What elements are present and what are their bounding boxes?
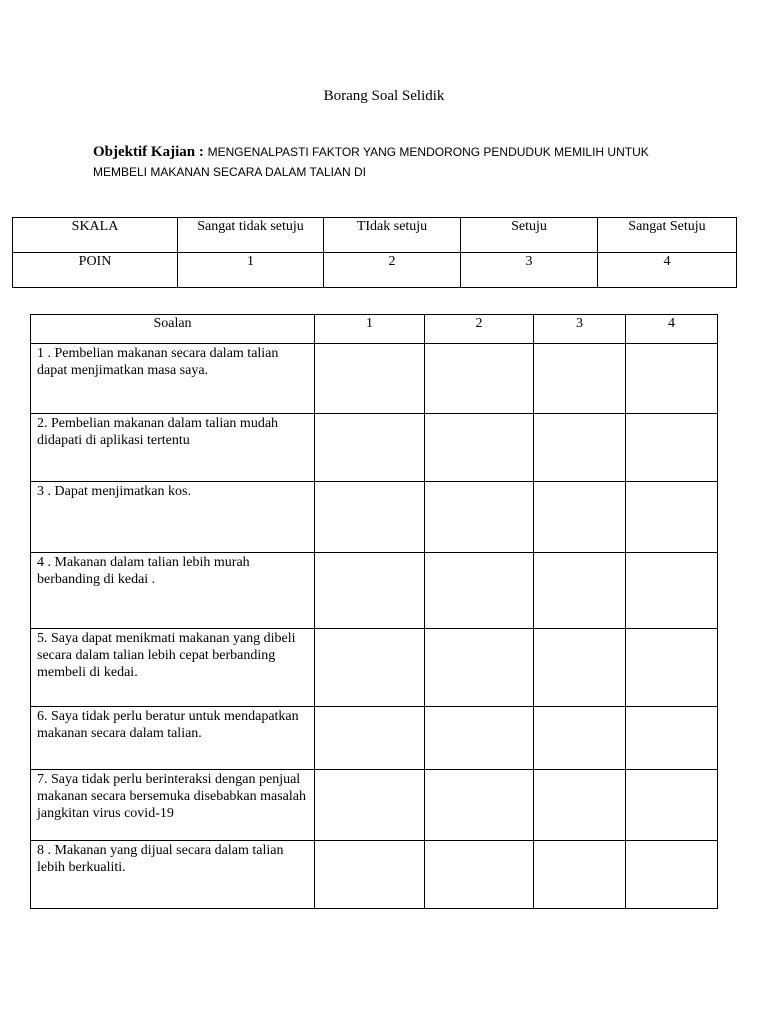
- answer-cell[interactable]: [315, 841, 425, 909]
- answer-cell[interactable]: [315, 553, 425, 629]
- scale-point-cell: 1: [178, 253, 324, 288]
- question-text: 3 . Dapat menjimatkan kos.: [31, 482, 315, 553]
- answer-cell[interactable]: [626, 707, 718, 770]
- answer-cell[interactable]: [534, 707, 626, 770]
- answer-cell[interactable]: [534, 482, 626, 553]
- question-header-cell: 1: [315, 315, 425, 344]
- question-row: [31, 770, 718, 841]
- answer-cell[interactable]: [534, 344, 626, 414]
- question-header-row: [31, 315, 718, 344]
- answer-cell[interactable]: [425, 553, 534, 629]
- answer-cell[interactable]: [534, 841, 626, 909]
- question-row: [31, 553, 718, 629]
- scale-header-cell: Sangat tidak setuju: [178, 218, 324, 253]
- answer-cell[interactable]: [626, 841, 718, 909]
- question-row: [31, 482, 718, 553]
- scale-header-cell: SKALA: [13, 218, 178, 253]
- answer-cell[interactable]: [315, 482, 425, 553]
- scale-points-row: [13, 253, 737, 288]
- page-title: Borang Soal Selidik: [323, 88, 445, 104]
- answer-cell[interactable]: [315, 414, 425, 482]
- answer-cell[interactable]: [626, 629, 718, 707]
- question-row: [31, 344, 718, 414]
- answer-cell[interactable]: [626, 344, 718, 414]
- answer-cell[interactable]: [626, 770, 718, 841]
- question-row: [31, 707, 718, 770]
- answer-cell[interactable]: [534, 553, 626, 629]
- question-text: 4 . Makanan dalam talian lebih murah berbanding di kedai .: [31, 553, 315, 629]
- question-row: [31, 841, 718, 909]
- question-header-cell: 2: [425, 315, 534, 344]
- answer-cell[interactable]: [425, 841, 534, 909]
- question-text: 5. Saya dapat menikmati makanan yang dibeli secara dalam talian lebih cepat berbanding membeli di kedai.: [31, 629, 315, 707]
- answer-cell[interactable]: [626, 553, 718, 629]
- answer-cell[interactable]: [315, 629, 425, 707]
- question-header-cell: 3: [534, 315, 626, 344]
- question-text: 2. Pembelian makanan dalam talian mudah didapati di aplikasi tertentu: [31, 414, 315, 482]
- question-header-cell: 4: [626, 315, 718, 344]
- answer-cell[interactable]: [315, 707, 425, 770]
- answer-cell[interactable]: [534, 414, 626, 482]
- question-row: [31, 414, 718, 482]
- answer-cell[interactable]: [425, 344, 534, 414]
- question-text: 6. Saya tidak perlu beratur untuk mendapatkan makanan secara dalam talian.: [31, 707, 315, 770]
- scale-header-cell: Sangat Setuju: [598, 218, 737, 253]
- question-table: [30, 314, 718, 909]
- answer-cell[interactable]: [534, 629, 626, 707]
- objective-paragraph: [93, 142, 693, 182]
- answer-cell[interactable]: [425, 414, 534, 482]
- scale-header-row: [13, 218, 737, 253]
- objective-label: Objektif Kajian :: [93, 144, 208, 160]
- scale-point-cell: POIN: [13, 253, 178, 288]
- objective-text: MENGENALPASTI FAKTOR YANG MENDORONG PENDUDUK MEMILIH UNTUK MEMBELI MAKANAN SECARA DALAM TALIAN DI: [93, 145, 649, 179]
- question-text: 1 . Pembelian makanan secara dalam talian dapat menjimatkan masa saya.: [31, 344, 315, 414]
- answer-cell[interactable]: [315, 770, 425, 841]
- answer-cell[interactable]: [425, 770, 534, 841]
- scale-header-cell: Setuju: [461, 218, 598, 253]
- answer-cell[interactable]: [425, 482, 534, 553]
- answer-cell[interactable]: [626, 482, 718, 553]
- question-text: 7. Saya tidak perlu berinteraksi dengan penjual makanan secara bersemuka disebabkan masalah jangkitan virus covid-19: [31, 770, 315, 841]
- answer-cell[interactable]: [425, 629, 534, 707]
- answer-cell[interactable]: [626, 414, 718, 482]
- scale-point-cell: 4: [598, 253, 737, 288]
- question-row: [31, 629, 718, 707]
- answer-cell[interactable]: [534, 770, 626, 841]
- scale-point-cell: 2: [324, 253, 461, 288]
- question-text: 8 . Makanan yang dijual secara dalam talian lebih berkualiti.: [31, 841, 315, 909]
- scale-table: [12, 217, 737, 288]
- answer-cell[interactable]: [315, 344, 425, 414]
- scale-point-cell: 3: [461, 253, 598, 288]
- question-header-cell: Soalan: [31, 315, 315, 344]
- scale-header-cell: TIdak setuju: [324, 218, 461, 253]
- answer-cell[interactable]: [425, 707, 534, 770]
